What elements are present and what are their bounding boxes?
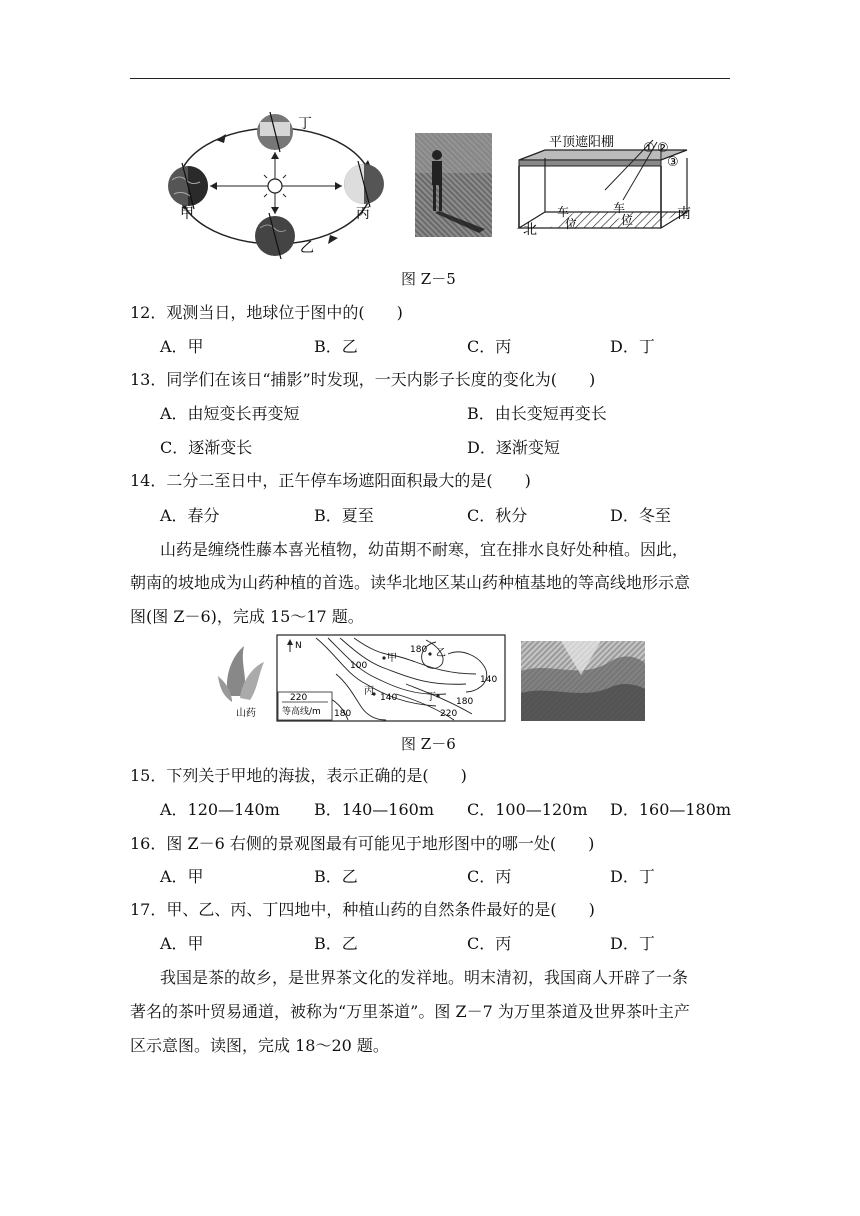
q15-opt-c: C．100—120m [467, 800, 588, 819]
contour-180-left: 180 [334, 709, 352, 719]
legend-unit: 等高线/m [282, 707, 321, 717]
legend-value: 220 [290, 693, 308, 703]
passage2-line2: 著名的茶叶贸易通道，被称为“万里茶道”。图 Z－7 为万里茶道及世界茶叶主产 [130, 1002, 690, 1021]
earth-bing-icon [344, 161, 384, 207]
header-rule [130, 78, 730, 79]
sun-shade-diagram [505, 128, 705, 238]
shed-mark-1: ① [643, 141, 655, 156]
yam-label: 山药 [236, 708, 256, 719]
q16-opt-d: D．丁 [610, 867, 655, 886]
place-bing: 丙 [364, 686, 374, 697]
earth-orbit-diagram [160, 110, 400, 260]
slot2-char1: 车 [613, 201, 626, 215]
earth-jia-icon [168, 163, 208, 209]
q13-stem: 13．同学们在该日“捕影”时发现，一天内影子长度的变化为( ) [130, 370, 596, 389]
q13-opt-a: A．由短变长再变短 [160, 404, 300, 423]
landscape-photo [521, 641, 645, 721]
shed-title: 平顶遮阳棚 [549, 135, 615, 150]
passage1-line1: 山药是缠绕性藤本喜光植物，幼苗期不耐寒，宜在排水良好处种植。因此， [160, 540, 689, 559]
q16-opt-c: C．丙 [467, 867, 512, 886]
q16-opt-a: A．甲 [160, 867, 204, 886]
q14-opt-d: D．冬至 [610, 506, 671, 525]
q17-opt-a: A．甲 [160, 934, 204, 953]
q12-opt-c: C．丙 [467, 337, 512, 356]
q14-stem: 14．二分二至日中，正午停车场遮阳面积最大的是( ) [130, 471, 531, 490]
q15-opt-b: B．140—160m [314, 800, 435, 819]
place-jia: 甲 [387, 653, 397, 664]
shed-mark-3: ③ [667, 155, 679, 170]
label-ding: 丁 [298, 116, 312, 132]
q12-stem: 12．观测当日，地球位于图中的( ) [130, 303, 403, 322]
q17-stem: 17．甲、乙、丙、丁四地中，种植山药的自然条件最好的是( ) [130, 900, 595, 919]
q13-opt-d: D．逐渐变短 [467, 438, 560, 457]
contour-140-mid: 140 [380, 693, 398, 703]
passage2-line3: 区示意图。读图，完成 18～20 题。 [130, 1036, 389, 1055]
q12-opt-b: B．乙 [314, 337, 358, 356]
q16-opt-b: B．乙 [314, 867, 358, 886]
contour-220: 220 [440, 709, 458, 719]
q14-opt-b: B．夏至 [314, 506, 374, 525]
q15-opt-d: D．160—180m [610, 800, 732, 819]
q14-opt-c: C．秋分 [467, 506, 528, 525]
q13-opt-c: C．逐渐变长 [160, 438, 253, 457]
north-label: 北 [523, 222, 537, 238]
north-label: N [295, 641, 302, 651]
q17-opt-c: C．丙 [467, 934, 512, 953]
fig5-caption: 图 Z－5 [401, 270, 456, 288]
fig6-caption: 图 Z－6 [401, 735, 456, 753]
shadow-photo [415, 133, 492, 237]
contour-100: 100 [350, 661, 368, 671]
passage1-line2: 朝南的坡地成为山药种植的首选。读华北地区某山药种植基地的等高线地形示意 [130, 573, 691, 592]
label-bing: 丙 [356, 206, 370, 222]
label-yi: 乙 [300, 240, 314, 256]
slot1-char2: 位 [565, 217, 578, 231]
contour-140-right: 140 [480, 675, 498, 685]
q13-opt-b: B．由长变短再变长 [467, 404, 607, 423]
q12-opt-d: D．丁 [610, 337, 655, 356]
passage2-line1: 我国是茶的故乡，是世界茶文化的发祥地。明末清初，我国商人开辟了一条 [160, 968, 689, 987]
q17-opt-b: B．乙 [314, 934, 358, 953]
contour-180-right: 180 [456, 697, 474, 707]
label-jia: 甲 [180, 206, 194, 222]
q17-opt-d: D．丁 [610, 934, 655, 953]
south-label: 南 [677, 206, 691, 222]
place-ding: 丁 [426, 692, 436, 703]
yam-plant-image [214, 636, 270, 720]
q16-stem: 16．图 Z－6 右侧的景观图最有可能见于地形图中的哪一处( ) [130, 834, 595, 853]
q14-opt-a: A．春分 [160, 506, 220, 525]
q15-opt-a: A．120—140m [160, 800, 280, 819]
shed-mark-2: ② [657, 141, 669, 156]
q15-stem: 15．下列关于甲地的海拔，表示正确的是( ) [130, 766, 467, 785]
passage1-line3: 图(图 Z－6)，完成 15～17 题。 [130, 607, 364, 626]
contour-180-top: 180 [410, 645, 428, 655]
q12-opt-a: A．甲 [160, 337, 204, 356]
earth-yi-icon [255, 213, 295, 259]
slot1-char1: 车 [557, 205, 570, 219]
contour-map [276, 634, 506, 722]
slot2-char2: 位 [621, 213, 634, 227]
place-yi: 乙 [436, 648, 446, 659]
earth-ding-icon [257, 112, 293, 152]
